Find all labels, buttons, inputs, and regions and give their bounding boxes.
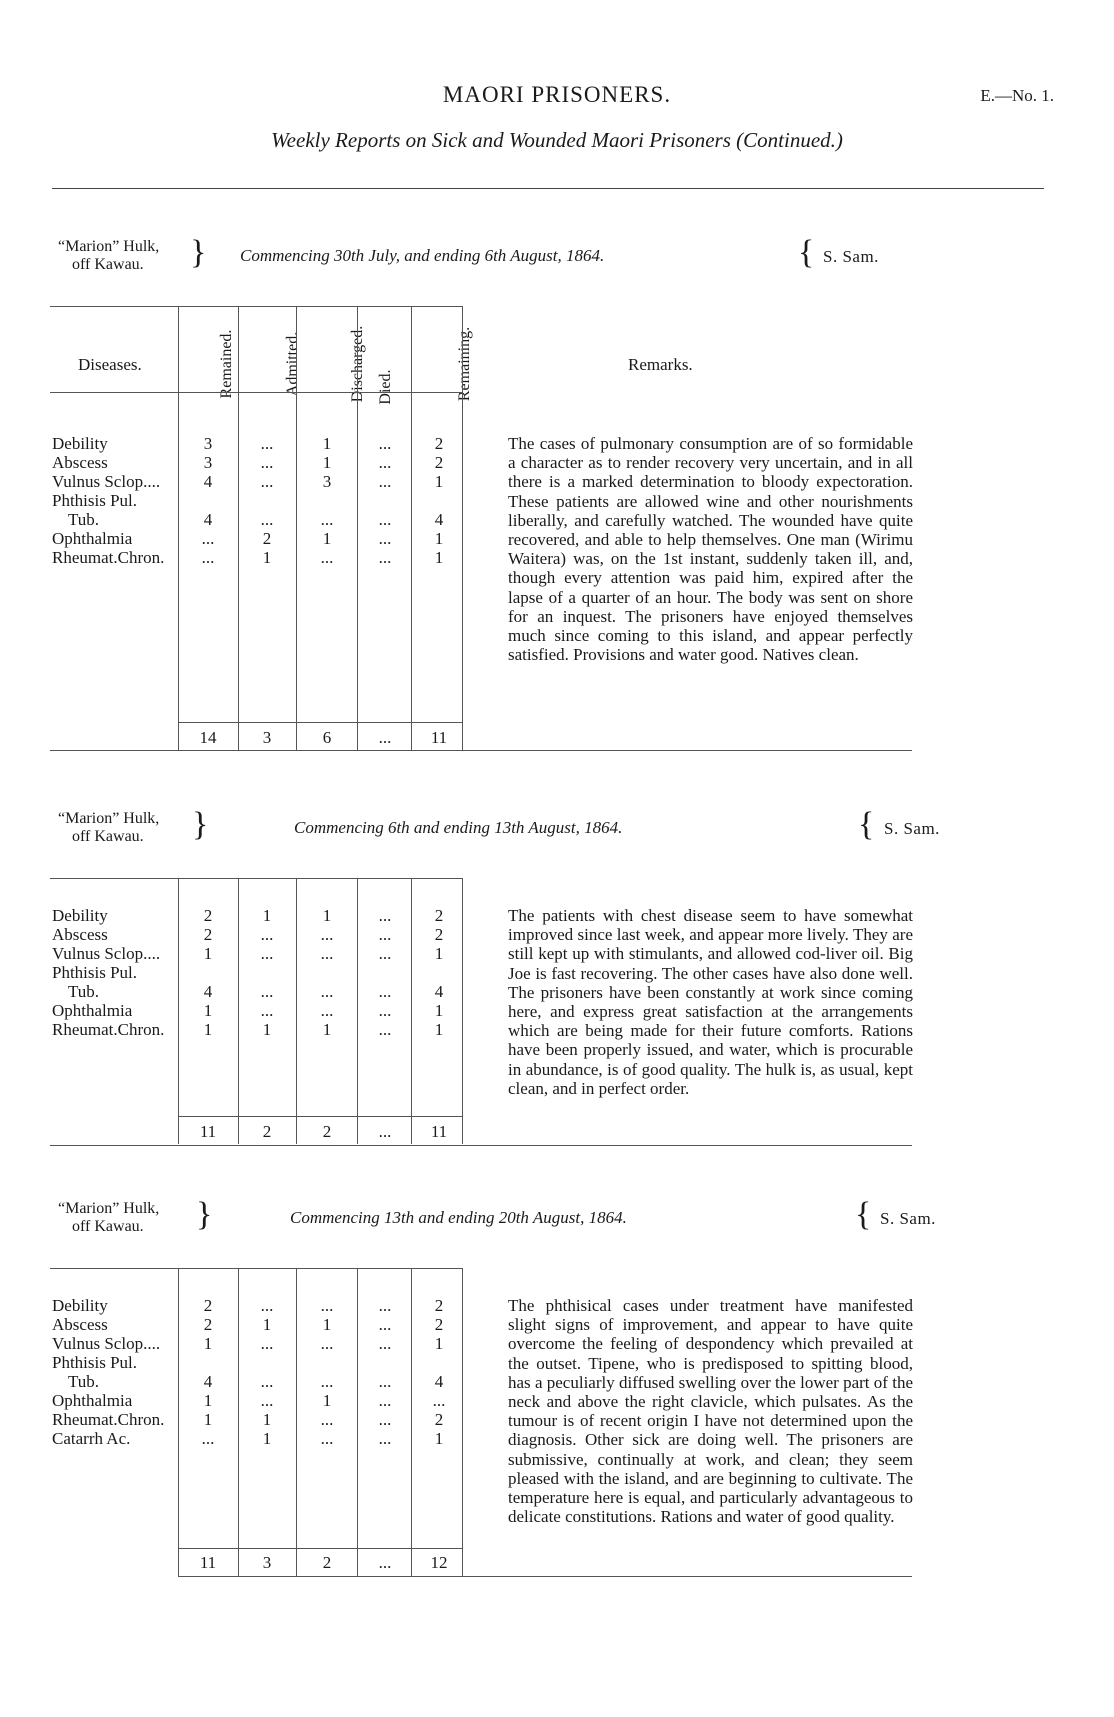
- col-head-discharged: Discharged.: [349, 325, 366, 403]
- totals-rule-2: [178, 1116, 462, 1117]
- report-period-1: Commencing 30th July, and ending 6th August, 1864.: [240, 246, 605, 265]
- remarks-2: The patients with chest disease seem to have somewhat improved since last week, and appear more lively. They are still kept up with stimulants, and allowed cod-liver oil. Big Joe is fast recovering. The other cases have also done well. The prisoners have been constantly at work since coming here, and express great satisfaction at the arrangements which are being made for their future comforts. Rations have been properly issued, and water, which is procurable in abundance, is of good quality. The hulk is, as usual, kept clean, and in perfect order.: [508, 906, 913, 1098]
- brace-right-1: {: [798, 234, 815, 271]
- report-period-3: Commencing 13th and ending 20th August, 1864.: [290, 1208, 627, 1227]
- col-rule: [296, 878, 297, 1144]
- hulk-location-2: “Marion” Hulk, off Kawau.: [58, 810, 160, 845]
- col-head-admitted: Admitted.: [284, 331, 301, 397]
- brace-left-3: }: [196, 1196, 213, 1233]
- col-rule: [238, 1268, 239, 1576]
- col-rule: [238, 306, 239, 750]
- remarks-3: The phthisical cases under treatment have manifested slight signs of improvement, and appear to have quite overcome the feeling of despondency which prevailed at the outset. Tipene, who is predisposed to spitting blood, has a peculiarly diffused swelling over the lower part of the neck and above the right clavicle, which pulsates. As the tumour is of recent origin I have not determined upon the diagnosis. Other sick are doing well. The prisoners are submissive, continually at work, and clean; they seem pleased with the island, and are beginning to cultivate. The temperature here is equal, and particularly advantageous to delicate constitutions. Rations and water of good quality.: [508, 1296, 913, 1527]
- col-rule: [411, 878, 412, 1144]
- totals-rule-1: [178, 722, 462, 723]
- brace-right-2: {: [858, 806, 875, 843]
- col-rule: [411, 306, 412, 750]
- signature-3: S. Sam.: [880, 1209, 936, 1228]
- col-rule: [357, 306, 358, 750]
- table-top-rule-3: [50, 1268, 462, 1269]
- brace-right-3: {: [855, 1196, 872, 1233]
- hulk-location-1: “Marion” Hulk, off Kawau.: [58, 238, 160, 273]
- table-top-rule-2: [50, 878, 462, 879]
- col-rule: [357, 1268, 358, 1576]
- table-top-rule-1: [50, 306, 462, 307]
- signature-1: S. Sam.: [823, 247, 879, 266]
- table-bottom-rule-1: [50, 750, 912, 751]
- col-rule: [357, 878, 358, 1144]
- header-rule: [52, 188, 1044, 189]
- signature-2: S. Sam.: [884, 819, 940, 838]
- hulk-location-3: “Marion” Hulk, off Kawau.: [58, 1200, 160, 1235]
- table-bottom-rule-2: [50, 1145, 912, 1146]
- header-rule-1: [50, 392, 462, 393]
- table-bottom-rule-3: [178, 1576, 912, 1577]
- col-head-remaining: Remaining.: [456, 326, 473, 402]
- remarks-1: The cases of pulmonary consumption are of so formidable a character as to render recovery very uncertain, and in all there is a marked determination to bloody expectoration. These patients are allowed wine and other nourishments liberally, and carefully watched. The wounded have quite recovered, and able to help themselves. One man (Wirimu Waitera) was, on the 1st instant, suddenly taken ill, and, though every attention was paid him, expired after the lapse of a quarter of an hour. The body was sent on shore for an inquest. The prisoners have enjoyed themselves much since coming to this island, and appear perfectly satisfied. Provisions and water good. Natives clean.: [508, 434, 913, 665]
- report-period-2: Commencing 6th and ending 13th August, 1864.: [294, 818, 623, 837]
- brace-left-1: }: [190, 234, 207, 271]
- col-head-remained: Remained.: [218, 329, 235, 399]
- totals-rule-3: [178, 1548, 462, 1549]
- col-rule: [296, 1268, 297, 1576]
- col-head-remarks: Remarks.: [628, 355, 693, 374]
- col-rule: [411, 1268, 412, 1576]
- brace-left-2: }: [192, 806, 209, 843]
- col-rule: [296, 306, 297, 750]
- col-rule: [238, 878, 239, 1144]
- page-subtitle: Weekly Reports on Sick and Wounded Maori Prisoners (Continued.): [271, 128, 843, 152]
- document-reference: E.—No. 1.: [980, 86, 1054, 105]
- page-title: MAORI PRISONERS.: [442, 82, 672, 107]
- col-head-died: Died.: [377, 369, 394, 405]
- col-head-diseases: Diseases.: [78, 355, 142, 374]
- col-rule: [178, 306, 179, 750]
